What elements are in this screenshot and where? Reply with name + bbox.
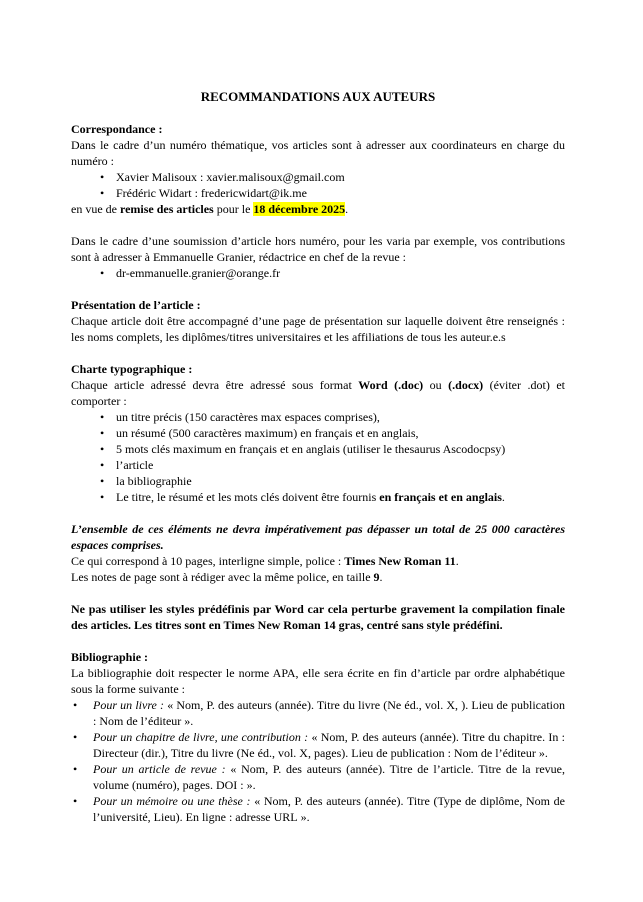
bullet-item xyxy=(71,761,565,793)
bullet-item xyxy=(71,409,565,425)
bullet-icon: • xyxy=(73,762,78,776)
text-run: en vue de xyxy=(71,202,120,216)
text-run: Times New Roman 11 xyxy=(344,554,456,568)
paragraph-spacer xyxy=(71,585,565,601)
document-title: RECOMMANDATIONS AUX AUTEURS xyxy=(200,89,436,104)
text-run: Pour un chapitre de livre, une contribution : xyxy=(93,730,312,744)
text-run: Ce qui correspond à 10 pages, interligne simple, police : xyxy=(71,554,345,568)
text-run: Dans le cadre d’un numéro thématique, vos articles sont à adresser aux coordinateurs en charge du numéro : xyxy=(71,138,565,168)
text-run: « Nom, P. des auteurs (année). Titre de l’article. Titre de la revue, volume (numéro), pages. DOI : ». xyxy=(93,762,566,792)
paragraph xyxy=(71,137,565,169)
bullet-icon: • xyxy=(100,410,105,424)
bullet-icon: • xyxy=(100,490,105,504)
paragraph-spacer xyxy=(71,345,565,361)
section-heading xyxy=(71,361,565,377)
text-run: Les notes de page sont à rédiger avec la même police, en taille xyxy=(71,570,374,584)
text-run: Charte typographique : xyxy=(71,362,193,376)
text-run: Le titre, le résumé et les mots clés doivent être fournis xyxy=(116,490,380,504)
bullet-item xyxy=(71,473,565,489)
bullet-icon: • xyxy=(73,730,78,744)
paragraph xyxy=(71,553,565,569)
paragraph xyxy=(71,665,565,697)
text-run: Correspondance : xyxy=(71,122,163,136)
text-run: 5 mots clés maximum en français et en anglais (utiliser le thesaurus Ascodocpsy) xyxy=(116,442,506,456)
text-run: . xyxy=(455,554,459,568)
text-run: « Nom, P. des auteurs (année). Titre (Type de diplôme, Nom de l’université, Lieu). En ligne : adresse URL ». xyxy=(93,794,565,824)
text-run: . xyxy=(501,490,505,504)
section-heading xyxy=(71,649,565,665)
document-body xyxy=(71,121,565,825)
bullet-icon: • xyxy=(100,426,105,440)
bullet-item xyxy=(71,441,565,457)
text-run: un résumé (500 caractères maximum) en français et en anglais, xyxy=(116,426,419,440)
text-run: Xavier Malisoux : xavier.malisoux@gmail.com xyxy=(116,170,345,184)
text-run: . xyxy=(345,202,349,216)
text-run: Word (.doc) xyxy=(358,378,424,392)
text-run: « Nom, P. des auteurs (année). Titre du livre (Ne éd., vol. X, ). Lieu de publication : Nom de l’éditeur ». xyxy=(93,698,565,728)
paragraph xyxy=(71,601,565,633)
text-run: L’ensemble de ces éléments ne devra impérativement pas dépasser un total de 25 000 caractères espaces comprises. xyxy=(71,522,565,552)
section-heading xyxy=(71,297,565,313)
paragraph xyxy=(71,313,565,345)
bullet-icon: • xyxy=(100,442,105,456)
text-run: un titre précis (150 caractères max espaces comprises), xyxy=(116,410,380,424)
paragraph-spacer xyxy=(71,633,565,649)
text-run: (éviter .dot) et comporter : xyxy=(71,378,566,408)
text-run: en français et en anglais xyxy=(379,490,502,504)
bullet-item xyxy=(71,793,565,825)
text-run: Pour un mémoire ou une thèse : xyxy=(93,794,255,808)
bullet-icon: • xyxy=(73,794,78,808)
text-run: « Nom, P. des auteurs (année). Titre du chapitre. In : Directeur (dir.), Titre du livre (Ne éd., vol. X, pages). Lieu de publication : Nom de l’éditeur ». xyxy=(93,730,565,760)
text-run: ou xyxy=(423,378,449,392)
text-run: pour le xyxy=(213,202,254,216)
text-run: la bibliographie xyxy=(116,474,192,488)
bullet-item xyxy=(71,265,565,281)
text-run: Présentation de l’article : xyxy=(71,298,201,312)
bullet-item xyxy=(71,425,565,441)
bullet-icon: • xyxy=(100,186,105,200)
highlighted-text-run: 18 décembre 2025 xyxy=(253,202,346,216)
bullet-item xyxy=(71,697,565,729)
text-run: 9 xyxy=(373,570,380,584)
text-run: Frédéric Widart : fredericwidart@ik.me xyxy=(116,186,307,200)
paragraph-spacer xyxy=(71,281,565,297)
paragraph xyxy=(71,569,565,585)
paragraph-spacer xyxy=(71,505,565,521)
bullet-icon: • xyxy=(100,458,105,472)
text-run: dr-emmanuelle.granier@orange.fr xyxy=(116,266,281,280)
text-run: Chaque article adressé devra être adressé sous format xyxy=(71,378,359,392)
text-run: remise des articles xyxy=(119,202,214,216)
text-run: Pour un article de revue : xyxy=(93,762,231,776)
bullet-item xyxy=(71,457,565,473)
bullet-item xyxy=(71,489,565,505)
bullet-icon: • xyxy=(100,170,105,184)
bullet-icon: • xyxy=(73,698,78,712)
text-run: Dans le cadre d’une soumission d’article hors numéro, pour les varia par exemple, vos contributions sont à adresser à Emmanuelle Granier, rédactrice en chef de la revue : xyxy=(71,234,565,264)
bullet-item xyxy=(71,729,565,761)
paragraph xyxy=(71,233,565,265)
text-run: (.docx) xyxy=(448,378,484,392)
text-run: Chaque article doit être accompagné d’une page de présentation sur laquelle doivent être renseignés : les noms complets, les diplômes/titres universitaires et les affiliations de tous les auteur.e.s xyxy=(71,314,565,344)
bullet-icon: • xyxy=(100,266,105,280)
section-heading xyxy=(71,121,565,137)
bullet-item xyxy=(71,169,565,185)
text-run: Pour un livre : xyxy=(93,698,168,712)
paragraph xyxy=(71,201,565,217)
bullet-item xyxy=(71,185,565,201)
text-run: Bibliographie : xyxy=(71,650,149,664)
paragraph xyxy=(71,521,565,553)
text-run: La bibliographie doit respecter le norme APA, elle sera écrite en fin d’article par ordre alphabétique sous la forme suivante : xyxy=(71,666,565,696)
bullet-icon: • xyxy=(100,474,105,488)
text-run: l’article xyxy=(116,458,154,472)
text-run: Ne pas utiliser les styles prédéfinis par Word car cela perturbe gravement la compilation finale des articles. Les titres sont en Times New Roman 14 gras, centré sans style prédéfini. xyxy=(71,602,565,632)
paragraph xyxy=(71,377,565,409)
paragraph-spacer xyxy=(71,217,565,233)
text-run: . xyxy=(379,570,383,584)
